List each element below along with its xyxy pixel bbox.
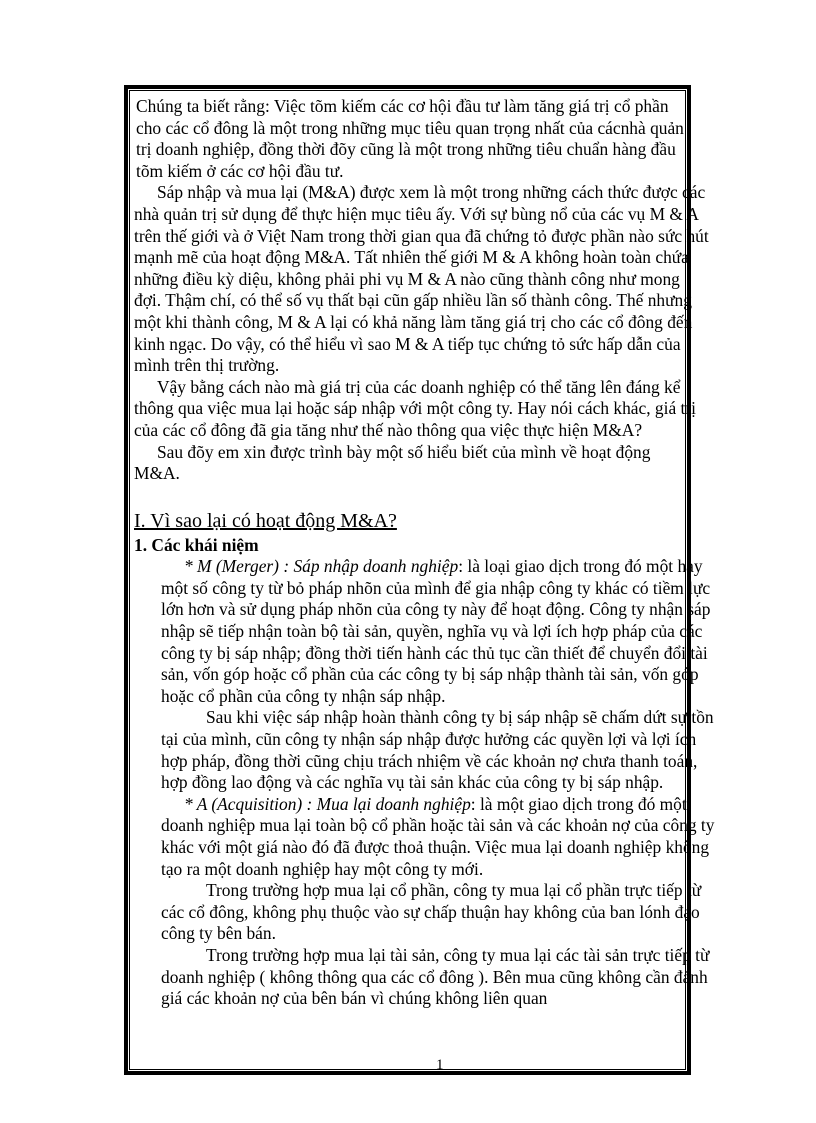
intro-paragraph-3: Vậy bằng cách nào mà giá trị của các doanh nghiệp có thể tăng lên đáng kể thông qua việc mua lại hoặc sáp nhập với một công ty. Hay nói cách khác, giá trị của các cổ đông đã gia tăng như thế nào thông qua việc thực hiện M&A? [134,376,696,440]
acquisition-term: * A (Acquisition) : Mua lại doanh nghiệp [184,793,471,814]
intro-paragraph-2: Sáp nhập và mua lại (M&A) được xem là một trong những cách thức được các nhà quản trị sử dụng để thực hiện mục tiêu ấy. Với sự bùng nổ của các vụ M & A trên thế giới và ở Việt Nam trong thời gian qua đã chứng tỏ được phần nào sức hút mạnh mẽ của hoạt động M&A. Tất nhiên thế giới M & A không hoàn toàn chứa những điều kỳ diệu, không phải phi vụ M & A nào cũng thành công như mong đợi. Thậm chí, có thể số vụ thất bại cũn gấp nhiều lần số thành công. Thế nhưng một khi thành công, M & A lại có khả năng làm tăng giá trị cho các cổ đông đến kinh ngạc. Do vậy, có thể hiểu vì sao M & A tiếp tục chứng tỏ sức hấp dẫn của mình trên thị trường. [134,182,709,376]
merger-definition [161,556,721,707]
merger-paragraph-2: Sau khi việc sáp nhập hoàn thành công ty bị sáp nhập sẽ chấm dứt sự tồn tại của mình, cũn công ty nhận sáp nhập được hưởng các quyền lợi và lợi ích hợp pháp, đồng thời cũng chịu trách nhiệm về các khoản nợ chưa thanh toán, hợp đồng lao động và các nghĩa vụ tài sản khác của công ty bị sáp nhập. [161,707,714,793]
acquisition-definition-text: : là một giao dịch trong đó một doanh nghiệp mua lại toàn bộ cổ phần hoặc tài sản và các khoản nợ của công ty khác với một giá nào đó đã được thoả thuận. Việc mua lại doanh nghiệp không tạo ra một doanh nghiệp hay một công ty mới. [161,793,715,879]
section-subheading: 1. Các khái niệm [134,534,259,555]
merger-term: * M (Merger) : Sáp nhập doanh nghiệp [184,556,459,577]
section-heading: I. Vì sao lại có hoạt động M&A? [134,509,397,532]
page-number: 1 [436,1057,444,1073]
document-body [134,96,734,1010]
acquisition-definition [161,794,731,880]
intro-paragraph-4: Sau đõy em xin được trình bày một số hiểu biết của mình về hoạt động M&A. [134,441,651,484]
acquisition-paragraph-3: Trong trường hợp mua lại tài sản, công ty mua lại các tài sản trực tiếp từ doanh nghiệp ( không thông qua các cổ đông ). Bên mua cũng không cần đánh giá các khoản nợ của bên bán vì chúng không liên quan [161,944,710,1009]
intro-paragraph-1: Chúng ta biết rằng: Việc tõm kiếm các cơ hội đầu tư làm tăng giá trị cổ phần cho các cổ đông là một trong những mục tiêu quan trọng nhất của cácnhà quản trị doanh nghiệp, đồng thời đõy cũng là một trong những tiêu chuẩn hàng đầu tõm kiếm ở các cơ hội đầu tư. [136,96,684,181]
merger-definition-text: : là loại giao dịch trong đó một hay một số công ty từ bỏ pháp nhõn của mình để gia nhập công ty khác có tiềm lực lớn hơn và sử dụng pháp nhõn của công ty này để hoạt động. Công ty nhận sáp nhập sẽ tiếp nhận toàn bộ tài sản, quyền, nghĩa vụ và lợi ích hợp pháp của các công ty bị sáp nhập; đồng thời tiến hành các thủ tục cần thiết để chuyển đổi tài sản, vốn góp hoặc cổ phần của các công ty bị sáp nhập thành tài sản, vốn góp hoặc cổ phần của công ty nhận sáp nhập. [161,556,711,706]
acquisition-paragraph-2: Trong trường hợp mua lại cổ phần, công ty mua lại cổ phần trực tiếp từ các cổ đông, không phụ thuộc vào sự chấp thuận hay không của ban lónh đạo công ty bên bán. [161,880,702,944]
